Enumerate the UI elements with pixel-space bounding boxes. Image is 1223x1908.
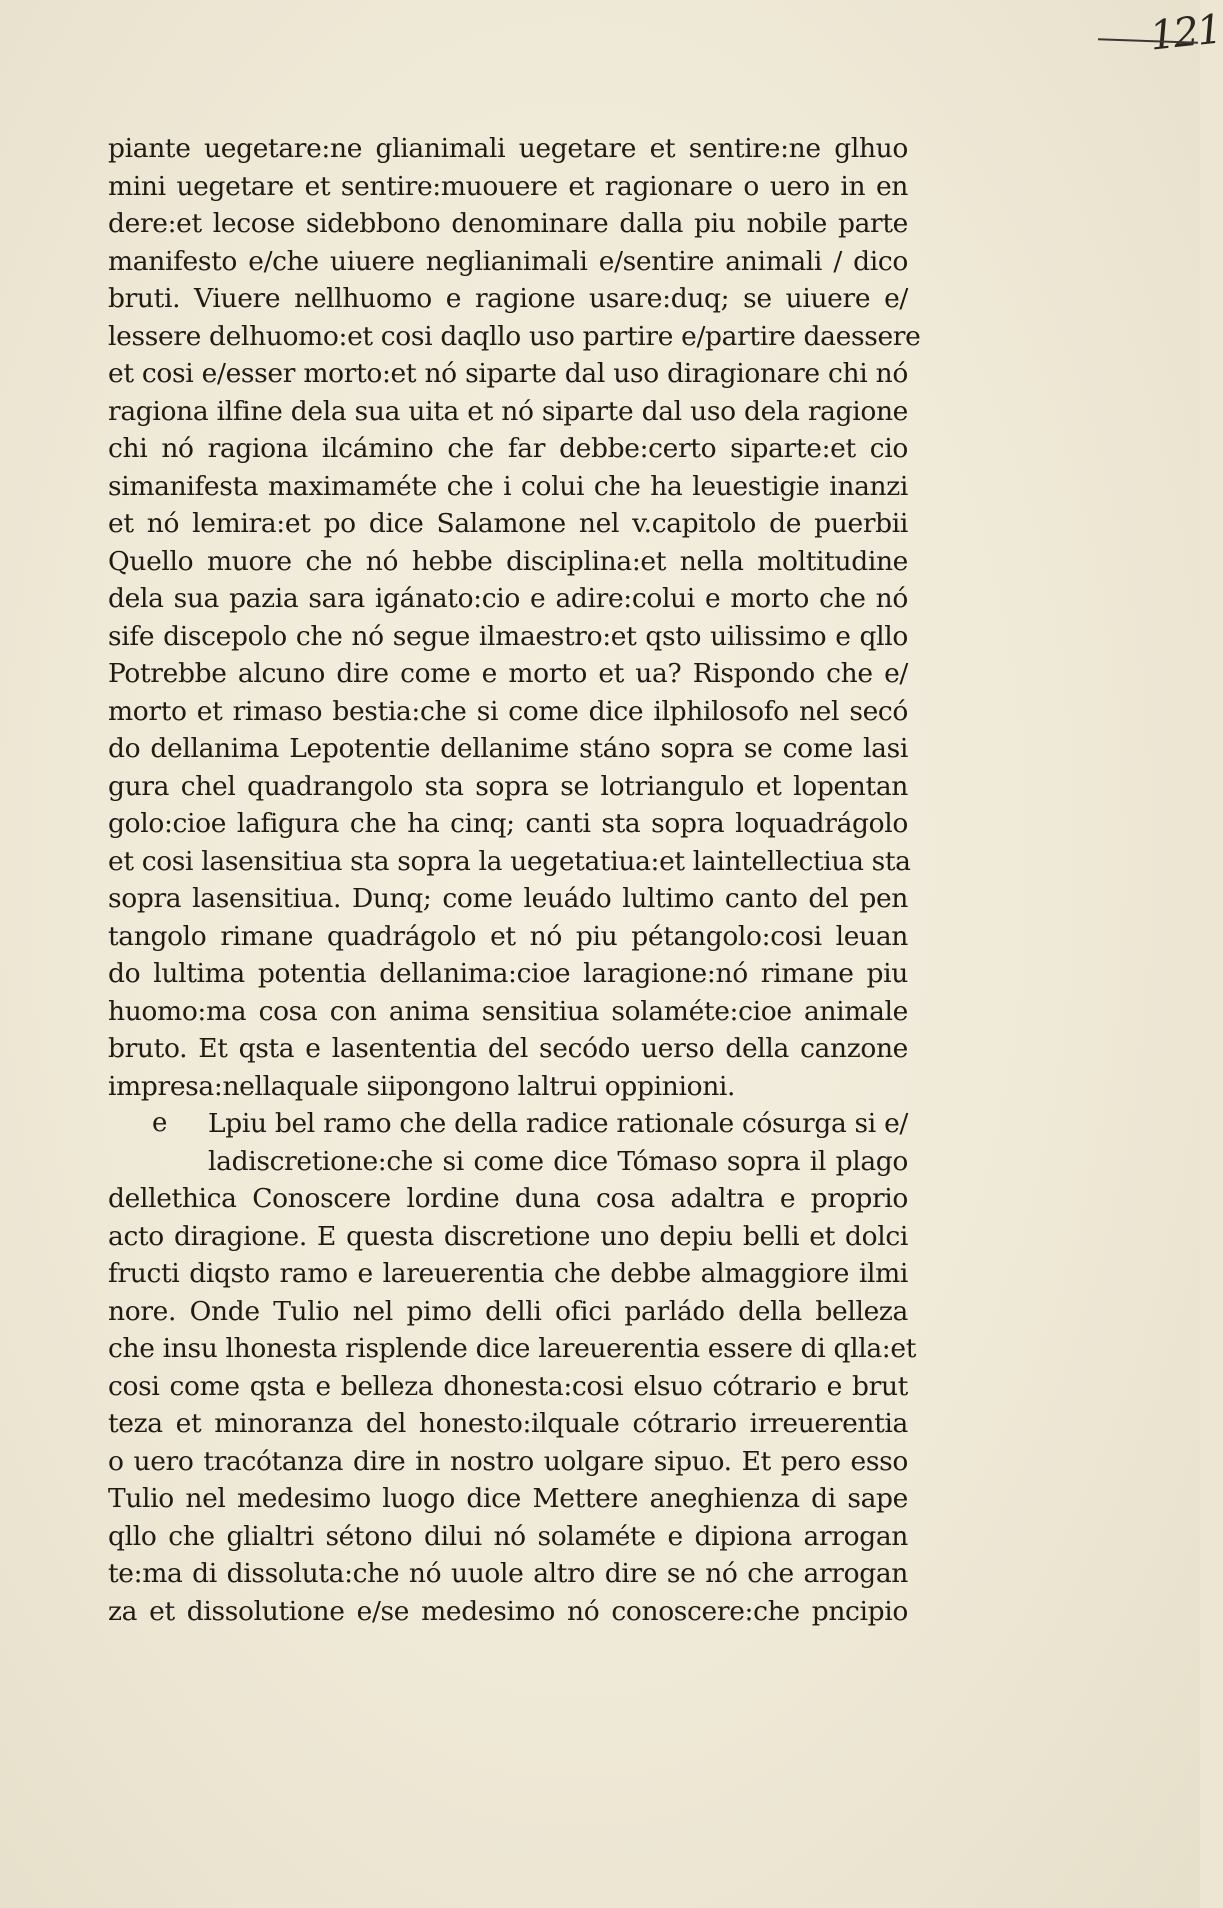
text-line: bruti. Viuere nellhuomo e ragione usare:duq; se uiuere e/: [108, 283, 908, 314]
text-line: tangolo rimane quadrágolo et nó piu pétangolo:cosi leuan: [108, 920, 908, 952]
text-line: sopra lasensitiua. Dunq; come leuádo lultimo canto del pen: [108, 883, 908, 914]
text-line: te:ma di dissoluta:che nó uuole altro dire se nó che arrogan: [108, 1558, 908, 1589]
text-line: Potrebbe alcuno dire come e morto et ua? Rispondo che e/: [108, 658, 908, 689]
text-line: dellethica Conoscere lordine duna cosa adaltra e proprio: [108, 1183, 908, 1214]
text-line: do dellanima Lepotentie dellanime stáno sopra se come lasi: [108, 733, 908, 764]
text-line: Quello muore che nó hebbe disciplina:et nella moltitudine: [108, 545, 908, 577]
text-line: piante uegetare:ne glianimali uegetare et sentire:ne glhuo: [108, 133, 908, 164]
text-line: [108, 1105, 908, 1143]
text-line: o uero tracótanza dire in nostro uolgare sipuo. Et pero esso: [108, 1445, 908, 1477]
text-line: za et dissolutione e/se medesimo nó conoscere:che pncipio: [108, 1595, 908, 1627]
text-line: qllo che glialtri sétono dilui nó solaméte e dipiona arrogan: [108, 1520, 908, 1552]
text-line: et cosi e/esser morto:et nó siparte dal uso diragionare chi nó: [108, 358, 908, 389]
text-line: Tulio nel medesimo luogo dice Mettere aneghienza di sape: [108, 1483, 908, 1514]
text-block: [108, 130, 921, 1630]
text-line: ragiona ilfine dela sua uita et nó siparte dal uso dela ragione: [108, 395, 908, 427]
text-line: manifesto e/che uiuere neglianimali e/sentire animali / dico: [108, 245, 908, 277]
text-line: chi nó ragiona ilcámino che far debbe:certo siparte:et cio: [108, 433, 908, 464]
text-line-content: Lpiu bel ramo che della radice rationale cósurga si e/: [208, 1108, 908, 1139]
text-line: lessere delhuomo:et cosi daqllo uso partire e/partire daessere: [108, 320, 921, 352]
text-line: golo:cioe lafigura che ha cinq; canti sta sopra loquadrágolo: [108, 808, 908, 839]
text-line: sife discepolo che nó segue ilmaestro:et qsto uilissimo e qllo: [108, 620, 908, 652]
text-line: teza et minoranza del honesto:ilquale cótrario irreuerentia: [108, 1408, 908, 1439]
text-line: mini uegetare et sentire:muouere et ragionare o uero in en: [108, 170, 908, 202]
text-line: fructi diqsto ramo e lareuerentia che debbe almaggiore ilmi: [108, 1258, 908, 1289]
text-line: che insu lhonesta risplende dice lareuerentia essere di qlla:et: [108, 1333, 917, 1364]
text-line: et nó lemira:et po dice Salamone nel v.capitolo de puerbii: [108, 508, 908, 539]
text-line: morto et rimaso bestia:che si come dice ilphilosofo nel secó: [108, 695, 908, 727]
text-line: gura chel quadrangolo sta sopra se lotriangulo et lopentan: [108, 770, 908, 802]
text-line: bruto. Et qsta e lasententia del secódo uerso della canzone: [108, 1033, 908, 1064]
paragraph-2: [108, 1105, 917, 1630]
text-line: acto diragione. E questa discretione uno depiu belli et dolci: [108, 1220, 908, 1252]
text-line: impresa:nellaquale siipongono laltrui oppinioni.: [108, 1070, 736, 1102]
text-line: dela sua pazia sara igánato:cio e adire:colui e morto che nó: [108, 583, 908, 614]
paragraph-1: [108, 130, 921, 1105]
text-line: nore. Onde Tulio nel pimo delli ofici parládo della belleza: [108, 1295, 908, 1327]
page-number: 121: [1147, 6, 1223, 60]
text-line: simanifesta maximaméte che i colui che ha leuestigie inanzi: [108, 470, 908, 502]
text-line: cosi come qsta e belleza dhonesta:cosi elsuo cótrario e brut: [108, 1370, 908, 1402]
text-line: do lultima potentia dellanima:cioe laragione:nó rimane piu: [108, 958, 908, 989]
text-line: dere:et lecose sidebbono denominare dalla piu nobile parte: [108, 208, 908, 239]
text-line: huomo:ma cosa con anima sensitiua solaméte:cioe animale: [108, 995, 908, 1027]
text-line: ladiscretione:che si come dice Tómaso sopra il plago: [208, 1145, 908, 1177]
guide-initial: e: [152, 1108, 168, 1138]
text-line: et cosi lasensitiua sta sopra la uegetatiua:et laintellectiua sta: [108, 845, 911, 877]
